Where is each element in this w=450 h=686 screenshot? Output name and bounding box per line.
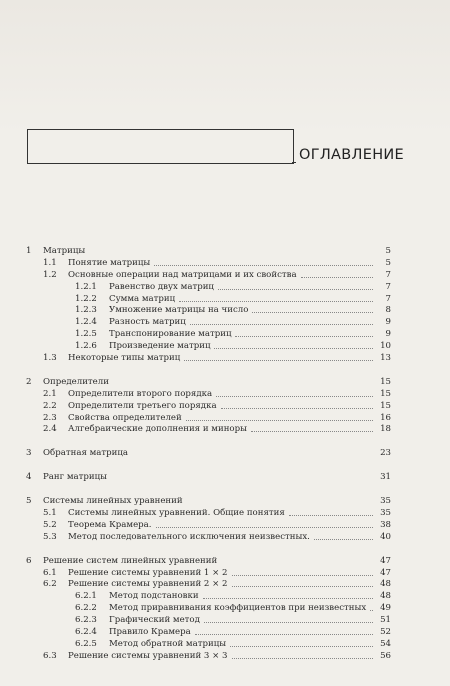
- toc-entry-title: Метод последовательного исключения неизвестных.: [68, 531, 310, 542]
- toc-dot-leader: [221, 408, 373, 409]
- toc-entry-title: Некоторые типы матриц: [68, 353, 181, 364]
- toc-entry-title: Системы линейных уравнений. Общие понятия: [68, 508, 285, 519]
- toc-entry-page: 18: [380, 424, 391, 435]
- toc-entry-number: 6.2.4: [75, 627, 97, 638]
- toc-entry-title: Решение систем линейных уравнений: [43, 555, 218, 566]
- heading-frame: [27, 129, 294, 164]
- toc-chapter-row[interactable]: [23, 472, 391, 484]
- toc-entry-page: 51: [380, 615, 391, 626]
- toc-dot-leader: [184, 360, 373, 361]
- previous-page-bleed-through: [0, 0, 450, 135]
- toc-entry-title: Определители третьего порядка: [68, 400, 217, 411]
- toc-entry-number: 1.2.1: [75, 281, 97, 292]
- section-gap: [23, 484, 391, 496]
- toc-entry-page: 47: [380, 567, 391, 578]
- toc-entry-page: 31: [380, 472, 391, 483]
- toc-subsection-row[interactable]: [23, 639, 391, 651]
- toc-entry-number: 1.2.6: [75, 341, 97, 352]
- toc-dot-leader: [203, 598, 373, 599]
- toc-entry-number: 6.2.1: [75, 591, 97, 602]
- toc-section-row[interactable]: [23, 270, 391, 282]
- toc-entry-number: 5: [26, 496, 32, 507]
- toc-dot-leader: [314, 539, 373, 540]
- toc-entry-title: Ранг матрицы: [43, 472, 108, 483]
- toc-entry-page: 56: [380, 650, 391, 661]
- toc-entry-page: 38: [380, 519, 391, 530]
- toc-entry-title: Решение системы уравнений 3 × 3: [68, 650, 228, 661]
- toc-chapter-row[interactable]: [23, 246, 391, 258]
- toc-subsection-row[interactable]: [23, 627, 391, 639]
- toc-dot-leader: [232, 658, 373, 659]
- toc-entry-title: Решение системы уравнений 2 × 2: [68, 579, 228, 590]
- toc-entry-title: Равенство двух матриц: [109, 281, 214, 292]
- toc-entry-number: 1.2.2: [75, 293, 97, 304]
- toc-chapter-row[interactable]: [23, 377, 391, 389]
- toc-subsection-row[interactable]: [23, 294, 391, 306]
- section-gap: [23, 460, 391, 472]
- toc-subsection-row[interactable]: [23, 282, 391, 294]
- toc-entry-page: 52: [380, 627, 391, 638]
- toc-entry-title: Системы линейных уравнений: [43, 496, 183, 507]
- section-gap: [23, 436, 391, 448]
- toc-entry-page: 9: [385, 317, 391, 328]
- toc-section-row[interactable]: [23, 401, 391, 413]
- toc-entry-number: 1.1: [43, 257, 57, 268]
- toc-subsection-row[interactable]: [23, 305, 391, 317]
- toc-entry-number: 6.2.3: [75, 615, 97, 626]
- toc-entry-number: 6.2: [43, 579, 57, 590]
- toc-entry-number: 2.3: [43, 412, 57, 423]
- toc-entry-title: Основные операции над матрицами и их свойства: [68, 269, 297, 280]
- toc-entry-title: Обратная матрица: [43, 448, 129, 459]
- toc-chapter-row[interactable]: [23, 556, 391, 568]
- toc-dot-leader: [186, 420, 373, 421]
- toc-subsection-row[interactable]: [23, 615, 391, 627]
- toc-entry-number: 5.2: [43, 519, 57, 530]
- toc-entry-page: 5: [385, 246, 391, 256]
- toc-dot-leader: [154, 265, 373, 266]
- toc-entry-page: 35: [380, 496, 391, 507]
- toc-entry-number: 6.2.2: [75, 603, 97, 614]
- toc-section-row[interactable]: [23, 520, 391, 532]
- toc-entry-page: 15: [380, 400, 391, 411]
- toc-entry-number: 5.1: [43, 508, 57, 519]
- toc-entry-title: Решение системы уравнений 1 × 2: [68, 567, 228, 578]
- toc-section-row[interactable]: [23, 353, 391, 365]
- toc-entry-number: 1: [26, 246, 32, 256]
- toc-entry-number: 2.1: [43, 388, 57, 399]
- toc-dot-leader: [214, 348, 373, 349]
- toc-chapter-row[interactable]: [23, 496, 391, 508]
- toc-dot-leader: [156, 527, 373, 528]
- toc-dot-leader: [216, 396, 373, 397]
- toc-entry-title: Умножение матрицы на число: [109, 305, 249, 316]
- toc-entry-page: 15: [380, 376, 391, 387]
- toc-entry-number: 6.3: [43, 650, 57, 661]
- toc-entry-number: 4: [26, 472, 32, 483]
- toc-section-row[interactable]: [23, 389, 391, 401]
- toc-section-row[interactable]: [23, 651, 391, 663]
- page-title: ОГЛАВЛЕНИЕ: [299, 147, 405, 163]
- toc-dot-leader: [235, 336, 373, 337]
- toc-entry-page: 23: [380, 448, 391, 459]
- toc-entry-page: 13: [380, 353, 391, 364]
- toc-subsection-row[interactable]: [23, 603, 391, 615]
- section-gap: [23, 365, 391, 377]
- toc-entry-title: Теорема Крамера.: [68, 519, 152, 530]
- toc-entry-number: 2: [26, 376, 32, 387]
- toc-entry-page: 49: [380, 603, 391, 614]
- section-gap: [23, 544, 391, 556]
- toc-dot-leader: [370, 610, 373, 611]
- toc-entry-title: Сумма матриц: [109, 293, 176, 304]
- toc-entry-page: 15: [380, 388, 391, 399]
- toc-dot-leader: [289, 515, 373, 516]
- toc-entry-title: Понятие матрицы: [68, 257, 151, 268]
- toc-entry-page: 8: [385, 305, 391, 316]
- toc-entry-title: Определители: [43, 376, 109, 387]
- toc-entry-title: Алгебраические дополнения и миноры: [68, 424, 247, 435]
- toc-entry-page: 40: [380, 531, 391, 542]
- toc-entry-page: 7: [385, 293, 391, 304]
- toc-entry-title: Свойства определителей: [68, 412, 182, 423]
- toc-dot-leader: [204, 622, 373, 623]
- toc-entry-number: 1.3: [43, 353, 57, 364]
- toc-entry-number: 6: [26, 555, 32, 566]
- toc-entry-number: 2.4: [43, 424, 57, 435]
- toc-entry-title: Транспонирование матриц: [109, 329, 232, 340]
- toc-dot-leader: [301, 277, 373, 278]
- toc-entry-page: 35: [380, 508, 391, 519]
- toc-section-row[interactable]: [23, 424, 391, 436]
- toc-dot-leader: [179, 301, 373, 302]
- toc-entry-page: 54: [380, 638, 391, 649]
- toc-section-row[interactable]: [23, 413, 391, 425]
- toc-entry-title: Определители второго порядка: [68, 388, 213, 399]
- toc-entry-title: Разность матриц: [109, 317, 186, 328]
- toc-entry-page: 47: [380, 555, 391, 566]
- toc-subsection-row[interactable]: [23, 329, 391, 341]
- toc-section-row[interactable]: [23, 579, 391, 591]
- toc-entry-number: 1.2: [43, 269, 57, 280]
- toc-section-row[interactable]: [23, 568, 391, 580]
- toc-entry-page: 48: [380, 579, 391, 590]
- toc-entry-title: Графический метод: [109, 615, 200, 626]
- toc-dot-leader: [230, 646, 373, 647]
- toc-entry-page: 16: [380, 412, 391, 423]
- toc-dot-leader: [195, 634, 373, 635]
- toc-entry-number: 2.2: [43, 400, 57, 411]
- toc-entry-number: 1.2.4: [75, 317, 97, 328]
- toc-dot-leader: [218, 289, 373, 290]
- toc-dot-leader: [251, 431, 373, 432]
- toc-dot-leader: [232, 575, 373, 576]
- toc-entry-page: 10: [380, 341, 391, 352]
- toc-entry-page: 48: [380, 591, 391, 602]
- heading-underline: [292, 162, 296, 163]
- toc-dot-leader: [252, 312, 373, 313]
- toc-entry-number: 1.2.5: [75, 329, 97, 340]
- toc-entry-number: 3: [26, 448, 32, 459]
- toc-subsection-row[interactable]: [23, 591, 391, 603]
- toc-entry-page: 5: [385, 257, 391, 268]
- toc-entry-title: Произведение матриц: [109, 341, 211, 352]
- toc-entry-title: Матрицы: [43, 246, 86, 256]
- table-of-contents: [23, 246, 391, 663]
- toc-entry-number: 5.3: [43, 531, 57, 542]
- toc-dot-leader: [232, 586, 373, 587]
- toc-entry-number: 1.2.3: [75, 305, 97, 316]
- toc-subsection-row[interactable]: [23, 317, 391, 329]
- toc-dot-leader: [190, 324, 373, 325]
- toc-entry-title: Метод приравнивания коэффициентов при неизвестных: [109, 603, 367, 614]
- toc-entry-page: 7: [385, 269, 391, 280]
- toc-chapter-row[interactable]: [23, 448, 391, 460]
- toc-section-row[interactable]: [23, 258, 391, 270]
- toc-entry-title: Правило Крамера: [109, 627, 191, 638]
- toc-section-row[interactable]: [23, 508, 391, 520]
- toc-entry-page: 9: [385, 329, 391, 340]
- toc-entry-title: Метод обратной матрицы: [109, 638, 227, 649]
- toc-entry-page: 7: [385, 281, 391, 292]
- toc-subsection-row[interactable]: [23, 341, 391, 353]
- toc-entry-number: 6.2.5: [75, 638, 97, 649]
- toc-entry-number: 6.1: [43, 567, 57, 578]
- toc-section-row[interactable]: [23, 532, 391, 544]
- toc-entry-title: Метод подстановки: [109, 591, 199, 602]
